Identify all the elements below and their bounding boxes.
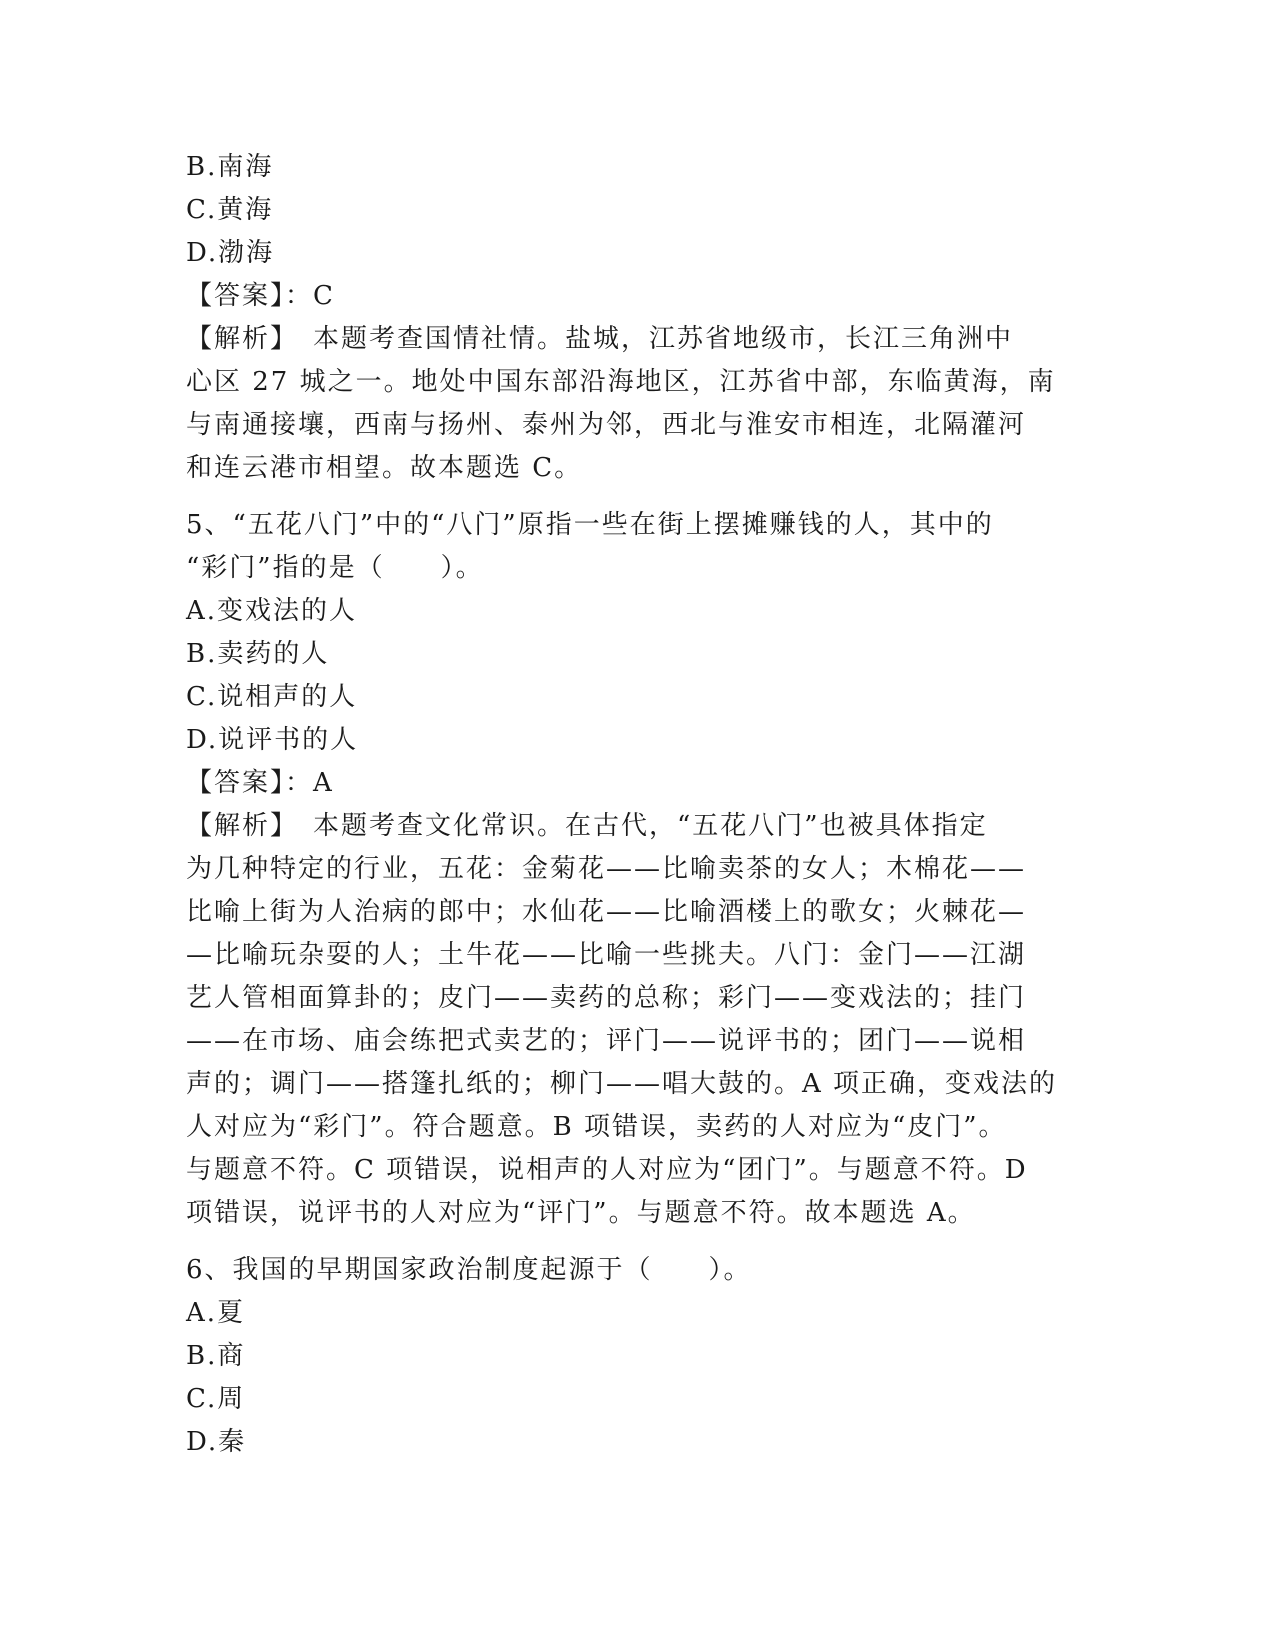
answer: 【答案】：A xyxy=(186,768,334,798)
document-page xyxy=(186,146,1086,1464)
option-b: B.卖药的人 xyxy=(186,639,330,669)
analysis-line: 人对应为“彩门”。符合题意。B 项错误，卖药的人对应为“皮门”。 xyxy=(186,1112,1007,1142)
analysis-line: 与题意不符。C 项错误，说相声的人对应为“团门”。与题意不符。D xyxy=(186,1155,1028,1185)
question-stem-line: 5、“五花八门”中的“八门”原指一些在街上摆摊赚钱的人，其中的 xyxy=(186,510,994,540)
option-b: B.商 xyxy=(186,1341,246,1371)
option-d: D.秦 xyxy=(186,1427,247,1457)
analysis-line: 【解析】 本题考查文化常识。在古代，“五花八门”也被具体指定 xyxy=(186,811,988,841)
option-d: D.渤海 xyxy=(186,238,275,268)
option-c: C.周 xyxy=(186,1384,246,1414)
question-stem-line: 6、我国的早期国家政治制度起源于（ ）。 xyxy=(186,1255,752,1285)
analysis-line: 与南通接壤，西南与扬州、泰州为邻，西北与淮安市相连，北隔灌河 xyxy=(186,410,1027,440)
option-c: C.说相声的人 xyxy=(186,682,358,712)
analysis xyxy=(186,805,1086,1235)
analysis-line: 和连云港市相望。故本题选 C。 xyxy=(186,453,583,483)
question-4 xyxy=(186,146,1086,490)
question-stem-line: “彩门”指的是（ ）。 xyxy=(186,553,484,583)
option-d: D.说评书的人 xyxy=(186,725,359,755)
option-b: B.南海 xyxy=(186,152,274,182)
analysis-line: 声的；调门——搭篷扎纸的；柳门——唱大鼓的。A 项正确，变戏法的 xyxy=(186,1069,1058,1099)
option-a: A.变戏法的人 xyxy=(186,596,358,626)
option-c: C.黄海 xyxy=(186,195,274,225)
question-6 xyxy=(186,1249,1086,1464)
analysis-line: —比喻玩杂耍的人；土牛花——比喻一些挑夫。八门：金门——江湖 xyxy=(186,940,1027,970)
analysis-line: 心区 27 城之一。地处中国东部沿海地区，江苏省中部，东临黄海，南 xyxy=(186,367,1056,397)
analysis-line: 为几种特定的行业，五花：金菊花——比喻卖茶的女人；木棉花—— xyxy=(186,854,1027,884)
analysis-line: 比喻上街为人治病的郎中；水仙花——比喻酒楼上的歌女；火棘花— xyxy=(186,897,1027,927)
answer: 【答案】：C xyxy=(186,281,335,311)
option-a: A.夏 xyxy=(186,1298,246,1328)
analysis-line: ——在市场、庙会练把式卖艺的；评门——说评书的；团门——说相 xyxy=(186,1026,1027,1056)
analysis xyxy=(186,318,1086,490)
analysis-line: 【解析】 本题考查国情社情。盐城，江苏省地级市，长江三角洲中 xyxy=(186,324,1014,354)
analysis-line: 艺人管相面算卦的；皮门——卖药的总称；彩门——变戏法的；挂门 xyxy=(186,983,1027,1013)
analysis-line: 项错误，说评书的人对应为“评门”。与题意不符。故本题选 A。 xyxy=(186,1198,976,1228)
question-5 xyxy=(186,504,1086,1235)
